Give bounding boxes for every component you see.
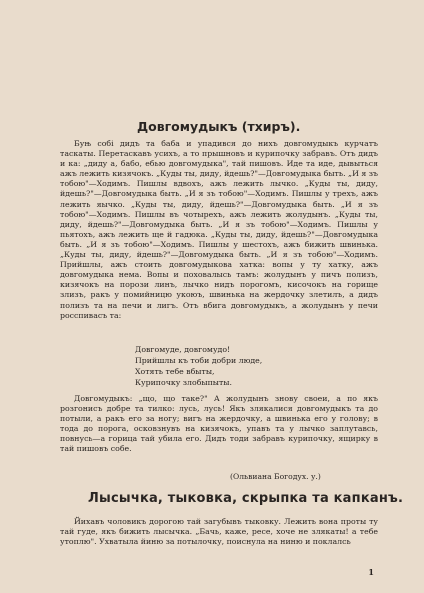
story-title: Лысычка, тыковка, скрыпка та капканъ. <box>88 491 404 506</box>
paragraph: Довгомудыкъ: „що, що таке?" А жолудынъ знову своеи, а по якъ розгонисъ добре та тилко: лусь, лусь! Якъ злякалися довгомудыкъ та до потыли, а ракъ его за ногу; вигъ на жердочку, а швинька его у голову; в тода до порога, осковзнувъ на кизячокъ, упавъ та у лычко заплутавсь, повнусь—а горица тай убила его. Дидъ тоди забравъ курипочку, ящирку в тай пишовъ собе. <box>60 394 378 454</box>
verse-line: Прийшлы къ тоби добри люде, <box>135 356 263 365</box>
verse-line: Довгомуде, довгомудо! <box>135 345 231 354</box>
verse-line: Хотять тебе вбыты, <box>135 367 215 376</box>
verse-block <box>135 344 262 388</box>
verse-line: Курипочку злобыпыты. <box>135 378 232 387</box>
story-title: Довгомудыкъ (тхиръ). <box>137 119 301 134</box>
page-number: 1 <box>368 567 374 577</box>
paragraph: Йихавъ чоловикъ дорогою тай загубывъ тыковку. Лежить вона проты ту тай гуде, якъ бижить лысычка. „Бачь, каже, ресе, хоче не злякаты! а тебе утоплю". Ухватыла йиню за потылочку, поиснула на ниню и поклалсь <box>60 517 378 547</box>
paragraph: Буњ собi дидъ та баба и упадився до нихъ довгомудыкъ курчатъ таскаты. Перетаскавъ усихъ, а то прышновъ и курипочку забравъ. Отъ дидъ и ка: „диду а, бабо, ебью довгомудыка", тай пишовъ. Иде та иде, дывыться ажъ лежить кизячокъ. „Куды ты, диду, йдешь?"—Довгомудыка быть. „И я зъ тобою"—Ходимъ. Пишлы вдвохъ, ажъ лежить лычко. „Куды ты, диду, йдешь?"—Довгомудыка быть. „И я зъ тобою"—Ходимъ. Пишлы у трехъ, ажъ лежить яычко. „Куды ты, диду, йдешь?"—Довгомудыка быть. „И я зъ тобою"—Ходимъ. Пишлы въ чотырехъ, ажъ лежить жолудынъ. „Куды ты, диду, йдешь?"—Довгомудыка быть. „И я зъ тобою"—Ходимъ. Пишлы у пьятохъ, ажъ лежить ще й гадюка. „Куды ты, диду, йдешь?"—Довгомудыка быть. „И я зъ тобою"—Ходимъ. Пишлы у шестохъ, ажъ бижить швинька. „Куды ты, диду, йдешь?"—Довгомудыка быть. „И я зъ тобою"—Ходимъ. Прийшлы, ажъ стоить довгомудыкова хатка: вопы у ту хатку, ажъ довгомудыка нема. Вопы и поховалысь тамъ: жолудынъ у пичъ полизъ, кизячокъ на порози линъ, лычко нидъ порогомъ, кисочокъ на горище злизъ, ракъ у помийницю укоюъ, швинька на жердочку злетилъ, а дидъ полизъ та на печи и лигъ. Отъ вбига довгомудыкъ, а жолудынъ у печи росспивасъ та: <box>60 139 378 320</box>
story-body <box>60 139 378 321</box>
source-attribution: (Ольвиана Богодух. у.) <box>230 472 321 481</box>
story-body <box>60 517 378 547</box>
story-body-continued <box>60 394 378 455</box>
